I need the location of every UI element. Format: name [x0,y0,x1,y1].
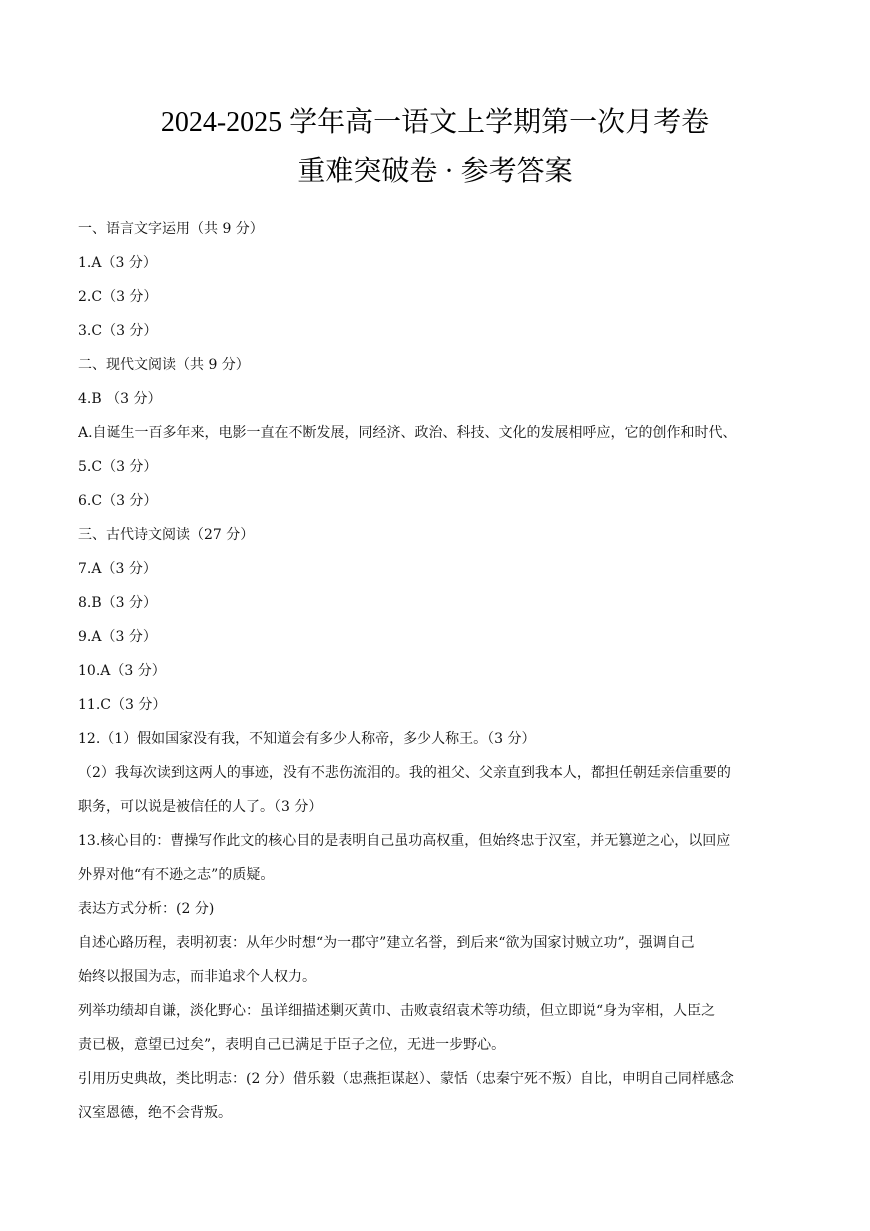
section-heading-2: 二、现代文阅读（共 9 分） [78,357,250,373]
answer-8: 8.B（3 分） [78,595,158,611]
answer-1: 1.A（3 分） [78,255,157,271]
answer-10: 10.A（3 分） [78,663,166,679]
answer-2: 2.C（3 分） [78,289,158,305]
answer-13-core-purpose: 13.核心目的：曹操写作此文的核心目的是表明自己虽功高权重，但始终忠于汉室，并无篡逆之心，以回应 [78,833,731,849]
answer-13-point-2-cont: 责已极，意望已过矣”，表明自己已满足于臣子之位，无进一步野心。 [78,1037,506,1053]
answer-13-point-3: 引用历史典故，类比明志：(2 分）借乐毅（忠燕拒谋赵）、蒙恬（忠秦宁死不叛）自比，申明自己同样感念 [78,1071,734,1087]
document-title: 2024-2025 学年高一语文上学期第一次月考卷 [160,107,710,138]
document-subtitle: 重难突破卷 · 参考答案 [297,156,573,187]
answer-4-explanation: A.自诞生一百多年来，电影一直在不断发展，同经济、政治、科技、文化的发展相呼应，它的创作和时代、 [78,425,737,441]
answer-12-part-2: （2）我每次读到这两人的事迹，没有不悲伤流泪的。我的祖父、父亲直到我本人，都担任朝廷亲信重要的 [78,765,731,781]
answer-13-point-1: 自述心路历程，表明初衷：从年少时想“为一郡守”建立名誉，到后来“欲为国家讨贼立功”，强调自己 [78,935,695,951]
answer-3: 3.C（3 分） [78,323,158,339]
section-heading-3: 三、古代诗文阅读（27 分） [78,527,255,543]
answer-5: 5.C（3 分） [78,459,158,475]
answer-13-core-purpose-cont: 外界对他“有不逊之志”的质疑。 [78,867,275,883]
answer-12-part-2-cont: 职务，可以说是被信任的人了。（3 分） [78,799,323,815]
answer-11: 11.C（3 分） [78,697,167,713]
answer-12-part-1: 12.（1）假如国家没有我，不知道会有多少人称帝，多少人称王。（3 分） [78,731,536,747]
answer-body [78,212,798,1130]
answer-13-point-1-cont: 始终以报国为志，而非追求个人权力。 [78,969,316,985]
answer-9: 9.A（3 分） [78,629,157,645]
answer-6: 6.C（3 分） [78,493,158,509]
answer-13-point-2: 列举功绩却自谦，淡化野心：虽详细描述剿灭黄巾、击败袁绍袁术等功绩，但立即说“身为宰相，人臣之 [78,1003,716,1019]
answer-4: 4.B （3 分） [78,391,162,407]
answer-13-expression-heading: 表达方式分析：(2 分) [78,901,215,917]
section-heading-1: 一、语言文字运用（共 9 分） [78,221,264,237]
answer-7: 7.A（3 分） [78,561,157,577]
answer-13-point-3-cont: 汉室恩德，绝不会背叛。 [78,1105,232,1121]
